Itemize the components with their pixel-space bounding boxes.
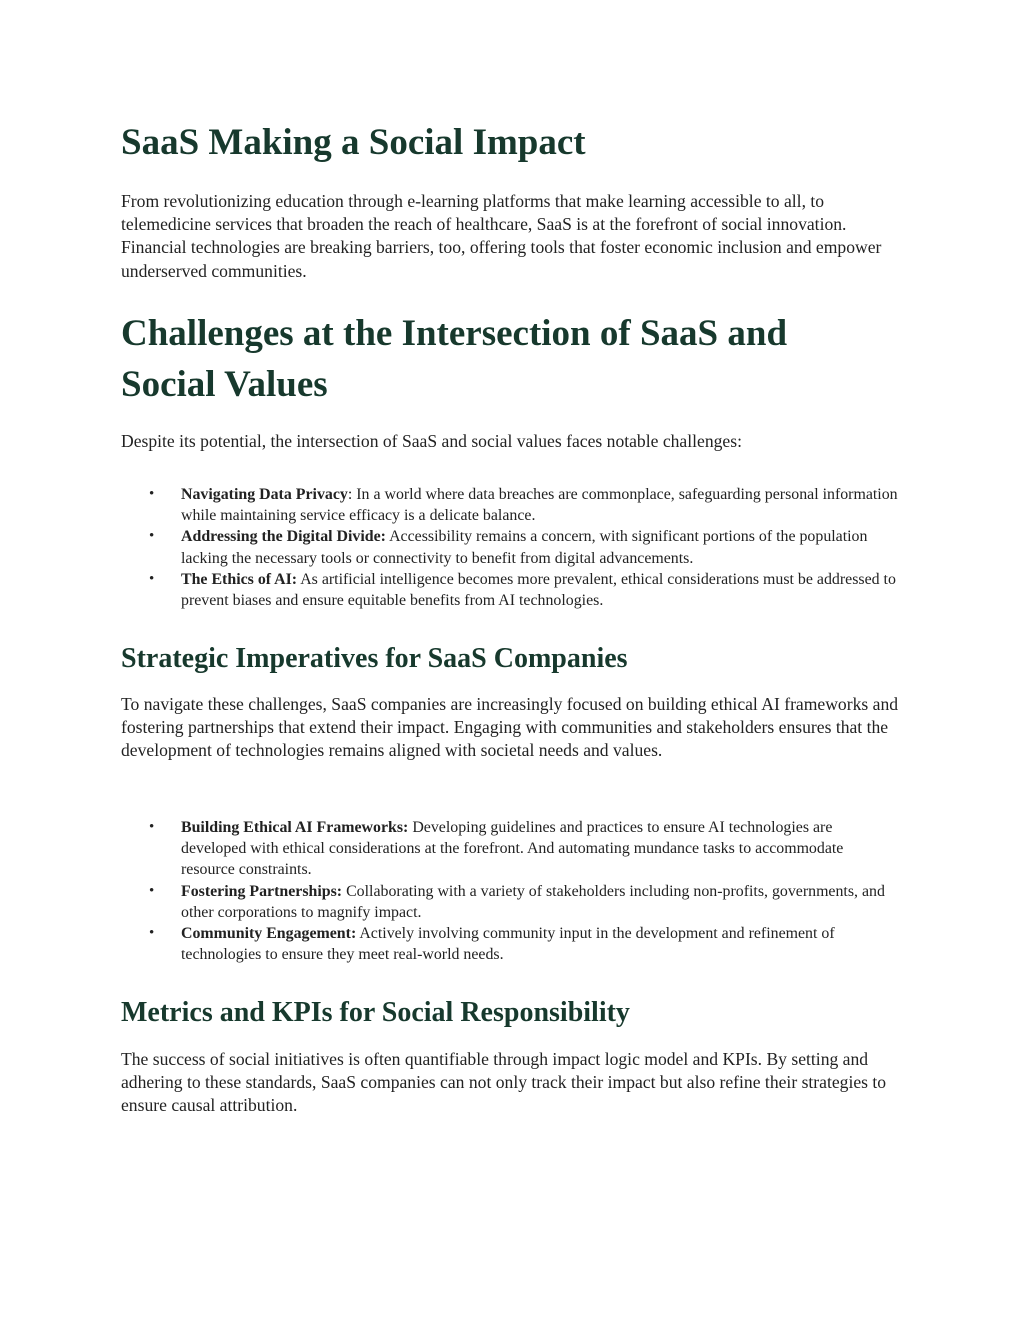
challenges-paragraph: Despite its potential, the intersection of SaaS and social values faces notable challenges: <box>121 431 742 451</box>
list-item-title: Addressing the Digital Divide: <box>181 528 386 546</box>
list-item-text: Actively involving community input in the development and refinement of technologies to ensure they meet real-world needs. <box>181 925 835 964</box>
list-item <box>121 817 901 881</box>
list-item-title: Community Engagement: <box>181 925 357 943</box>
list-item-text: : In a world where data breaches are commonplace, safeguarding personal information while maintaining service efficacy is a delicate balance. <box>181 486 898 525</box>
list-item-text: As artificial intelligence becomes more prevalent, ethical considerations must be addressed to prevent biases and ensure equitable benefits from AI technologies. <box>181 570 896 610</box>
bullet-icon: • <box>149 486 155 502</box>
section-heading-metrics: Metrics and KPIs for Social Responsibility <box>121 997 630 1028</box>
list-item-title: The Ethics of AI: <box>181 570 298 588</box>
list-item-title: Navigating Data Privacy <box>181 486 348 503</box>
list-item-title: Fostering Partnerships: <box>181 882 343 900</box>
intro-paragraph: From revolutionizing education through e-learning platforms that make learning accessible to all, to telemedicine services that broaden the reach of healthcare, SaaS is at the forefront of social innovation. Financial technologies are breaking barriers, too, offering tools that foster economic inclusion and empower underserved communities. <box>121 191 882 281</box>
bullet-icon: • <box>149 528 155 545</box>
section-heading-social-impact: SaaS Making a Social Impact <box>121 122 586 163</box>
challenges-list <box>121 484 911 611</box>
list-item-text: Developing guidelines and practices to ensure AI technologies are developed with ethical considerations at the forefront. And automating mundance tasks to accommodate resource constraints. <box>181 819 844 879</box>
list-item <box>121 569 901 611</box>
metrics-paragraph: The success of social initiatives is often quantifiable through impact logic model and KPIs. By setting and adhering to these standards, SaaS companies can not only track their impact but also refine their strategies to ensure causal attribution. <box>121 1049 887 1116</box>
list-item <box>121 881 901 923</box>
bullet-icon: • <box>149 882 155 899</box>
list-item-title: Building Ethical AI Frameworks: <box>181 819 409 836</box>
strategic-list <box>121 817 911 965</box>
bullet-icon: • <box>149 570 155 587</box>
strategic-paragraph: To navigate these challenges, SaaS companies are increasingly focused on building ethical AI frameworks and fostering partnerships that extend their impact. Engaging with communities and stakeholders ensures that the development of technologies remains aligned with societal needs and values. <box>121 694 899 761</box>
section-heading-strategic: Strategic Imperatives for SaaS Companies <box>121 643 628 674</box>
bullet-icon: • <box>149 819 155 835</box>
section-heading-challenges: Challenges at the Intersection of SaaS and Social Values <box>121 313 788 405</box>
list-item-text: Collaborating with a variety of stakeholders including non-profits, governments, and other corporations to magnify impact. <box>181 882 885 921</box>
list-item <box>121 484 901 526</box>
list-item <box>121 923 901 965</box>
list-item <box>121 526 901 568</box>
bullet-icon: • <box>149 925 155 942</box>
list-item-text: Accessibility remains a concern, with significant portions of the population lacking the necessary tools or connectivity to benefit from digital advancements. <box>181 528 868 567</box>
